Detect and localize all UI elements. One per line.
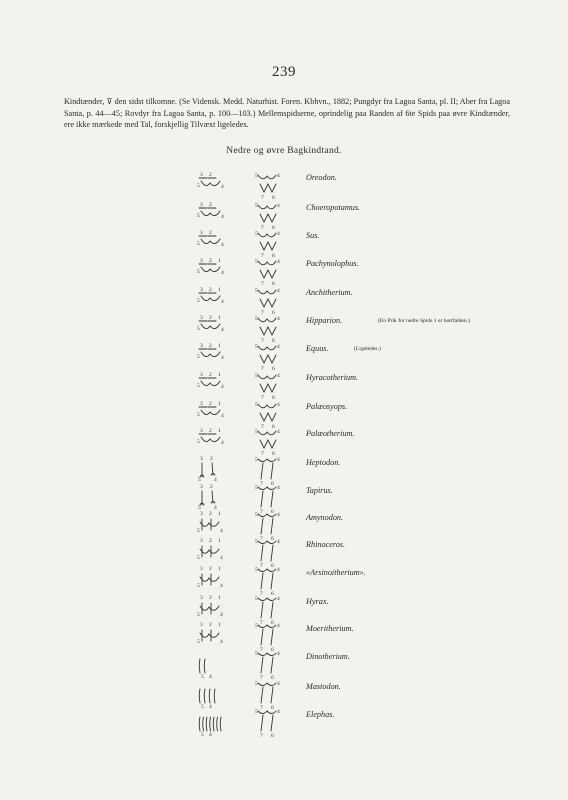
svg-text:6: 6 — [272, 451, 275, 457]
tooth-row — [0, 707, 568, 737]
svg-text:7: 7 — [261, 253, 264, 259]
tooth-row — [0, 621, 568, 651]
svg-text:6: 6 — [271, 733, 274, 739]
svg-text:2: 2 — [209, 343, 212, 349]
svg-text:4: 4 — [277, 457, 280, 463]
svg-text:5: 5 — [255, 203, 258, 209]
svg-text:5: 5 — [255, 173, 258, 179]
svg-text:5: 5 — [255, 539, 258, 545]
svg-text:4: 4 — [277, 681, 280, 687]
svg-text:4: 4 — [277, 651, 280, 657]
tooth-row — [0, 399, 568, 429]
svg-text:3: 3 — [200, 287, 203, 293]
svg-text:4: 4 — [220, 612, 223, 618]
svg-text:1: 1 — [218, 401, 221, 407]
svg-text:4: 4 — [220, 528, 223, 534]
svg-text:4: 4 — [221, 355, 224, 361]
svg-text:6: 6 — [271, 647, 274, 653]
svg-text:3: 3 — [200, 595, 203, 601]
lower-molar-glyph — [196, 426, 240, 458]
svg-text:7: 7 — [261, 424, 264, 430]
svg-text:5: 5 — [255, 344, 258, 350]
svg-text:2: 2 — [209, 287, 212, 293]
svg-text:5: 5 — [255, 316, 258, 322]
svg-text:4: 4 — [277, 203, 280, 209]
svg-text:6: 6 — [271, 675, 274, 681]
intro-paragraph: Kindtænder, ⊽ den sidst tilkomne. (Se Vidensk. Medd. Naturhist. Foren. Kbhvn., 1882; Pungdyr fra Lagoa Santa, pl. II; Aber fra Lagoa Santa, p. 44—45; Rovdyr fra Lagoa Santa, p. 100—103.) Mellemspidserne, oprindelig paa Randen af 6te Spids paa øvre Kindtænder, ere ikke mærkede med Tal, forskjellig Tilvæxt ligeledes. — [64, 97, 510, 130]
svg-text:2: 2 — [209, 258, 212, 264]
svg-text:5: 5 — [197, 439, 200, 445]
lower-molar-glyph — [196, 707, 240, 739]
svg-text:4: 4 — [277, 709, 280, 715]
svg-text:5: 5 — [201, 674, 204, 680]
genus-label: Hyracotherium. — [306, 373, 359, 382]
svg-text:5: 5 — [255, 596, 258, 602]
svg-text:4: 4 — [214, 477, 217, 483]
svg-text:5: 5 — [197, 241, 200, 247]
svg-text:4: 4 — [214, 505, 217, 511]
svg-text:4: 4 — [209, 674, 212, 680]
svg-text:5: 5 — [255, 512, 258, 518]
svg-text:5: 5 — [255, 402, 258, 408]
genus-label: Palæotherium. — [306, 429, 355, 438]
svg-text:1: 1 — [218, 428, 221, 434]
lower-molar-glyph — [196, 565, 240, 597]
svg-text:5: 5 — [197, 555, 200, 561]
svg-text:4: 4 — [221, 214, 224, 220]
svg-text:4: 4 — [277, 259, 280, 265]
genus-label: Palæosyops. — [306, 402, 348, 411]
svg-text:5: 5 — [198, 477, 201, 483]
svg-text:2: 2 — [209, 230, 212, 236]
genus-label: Amynodon. — [306, 513, 344, 522]
upper-molar-glyph — [254, 565, 290, 597]
svg-text:3: 3 — [200, 343, 203, 349]
svg-text:4: 4 — [221, 184, 224, 190]
genus-label: Hyrax. — [306, 597, 329, 606]
genus-label: Anchitherium. — [306, 288, 353, 297]
svg-text:7: 7 — [261, 338, 264, 344]
svg-text:2: 2 — [210, 456, 213, 462]
svg-text:7: 7 — [261, 225, 264, 231]
svg-text:2: 2 — [209, 202, 212, 208]
svg-text:5: 5 — [197, 354, 200, 360]
svg-text:7: 7 — [261, 366, 264, 372]
svg-text:3: 3 — [200, 401, 203, 407]
tooth-row — [0, 228, 568, 258]
svg-text:6: 6 — [272, 253, 275, 259]
svg-text:5: 5 — [197, 528, 200, 534]
section-title: Nedre og øvre Bagkindtand. — [226, 146, 342, 156]
genus-label: Pachynolophus. — [306, 259, 359, 268]
svg-text:4: 4 — [277, 402, 280, 408]
svg-text:2: 2 — [210, 484, 213, 490]
svg-text:4: 4 — [220, 555, 223, 561]
svg-text:5: 5 — [255, 623, 258, 629]
svg-text:2: 2 — [209, 401, 212, 407]
svg-text:7: 7 — [260, 705, 263, 711]
svg-text:7: 7 — [261, 281, 264, 287]
svg-text:1: 1 — [218, 287, 221, 293]
svg-text:4: 4 — [221, 242, 224, 248]
svg-text:4: 4 — [277, 344, 280, 350]
svg-text:7: 7 — [260, 481, 263, 487]
genus-label: Equus. — [306, 344, 329, 353]
svg-text:1: 1 — [218, 538, 221, 544]
svg-text:7: 7 — [260, 675, 263, 681]
svg-text:3: 3 — [200, 456, 203, 462]
svg-text:4: 4 — [221, 270, 224, 276]
svg-text:5: 5 — [197, 213, 200, 219]
svg-text:5: 5 — [197, 639, 200, 645]
svg-text:1: 1 — [218, 511, 221, 517]
svg-text:1: 1 — [218, 315, 221, 321]
svg-text:5: 5 — [197, 412, 200, 418]
svg-text:2: 2 — [209, 172, 212, 178]
svg-text:4: 4 — [277, 173, 280, 179]
svg-text:5: 5 — [255, 485, 258, 491]
svg-text:4: 4 — [221, 384, 224, 390]
svg-text:5: 5 — [197, 183, 200, 189]
svg-text:6: 6 — [271, 705, 274, 711]
genus-label: Tapirus. — [306, 486, 333, 495]
svg-text:5: 5 — [201, 704, 204, 710]
svg-text:5: 5 — [197, 583, 200, 589]
svg-text:7: 7 — [260, 733, 263, 739]
svg-text:7: 7 — [260, 509, 263, 515]
svg-text:6: 6 — [272, 195, 275, 201]
svg-text:5: 5 — [255, 567, 258, 573]
svg-text:6: 6 — [271, 591, 274, 597]
svg-text:2: 2 — [209, 595, 212, 601]
svg-text:4: 4 — [209, 704, 212, 710]
svg-text:2: 2 — [209, 511, 212, 517]
svg-text:7: 7 — [261, 451, 264, 457]
svg-text:4: 4 — [277, 596, 280, 602]
svg-text:3: 3 — [200, 258, 203, 264]
lower-molar-glyph — [196, 649, 240, 681]
svg-text:5: 5 — [255, 231, 258, 237]
svg-text:3: 3 — [200, 566, 203, 572]
svg-text:7: 7 — [261, 310, 264, 316]
svg-text:5: 5 — [197, 383, 200, 389]
svg-text:1: 1 — [218, 258, 221, 264]
svg-text:5: 5 — [255, 457, 258, 463]
svg-text:3: 3 — [200, 622, 203, 628]
svg-text:3: 3 — [200, 230, 203, 236]
svg-text:4: 4 — [221, 413, 224, 419]
svg-text:7: 7 — [260, 591, 263, 597]
svg-text:4: 4 — [221, 327, 224, 333]
svg-text:2: 2 — [209, 538, 212, 544]
svg-text:1: 1 — [218, 622, 221, 628]
genus-note: (Ligeledes.) — [354, 346, 381, 352]
svg-text:5: 5 — [197, 612, 200, 618]
svg-text:3: 3 — [200, 202, 203, 208]
svg-text:5: 5 — [255, 373, 258, 379]
upper-molar-glyph — [254, 256, 290, 288]
svg-text:5: 5 — [255, 651, 258, 657]
genus-label: Hipparion. — [306, 316, 343, 325]
lower-molar-glyph — [196, 341, 240, 373]
tooth-row — [0, 455, 568, 485]
svg-text:6: 6 — [272, 281, 275, 287]
svg-text:5: 5 — [255, 429, 258, 435]
svg-text:6: 6 — [271, 620, 274, 626]
svg-text:2: 2 — [209, 566, 212, 572]
svg-text:5: 5 — [201, 732, 204, 738]
genus-note: (En Prik for nedre Spids 1 er bortfalden.) — [378, 318, 470, 324]
svg-text:3: 3 — [200, 428, 203, 434]
svg-text:3: 3 — [200, 484, 203, 490]
tooth-row — [0, 594, 568, 624]
svg-text:2: 2 — [209, 622, 212, 628]
genus-label: Heptodon. — [306, 458, 341, 467]
svg-text:2: 2 — [209, 315, 212, 321]
svg-text:6: 6 — [272, 366, 275, 372]
svg-text:3: 3 — [200, 315, 203, 321]
svg-text:7: 7 — [260, 620, 263, 626]
svg-text:4: 4 — [277, 231, 280, 237]
svg-text:5: 5 — [197, 269, 200, 275]
lower-molar-glyph — [196, 370, 240, 402]
tooth-row — [0, 483, 568, 513]
svg-text:6: 6 — [271, 509, 274, 515]
svg-text:4: 4 — [220, 639, 223, 645]
upper-molar-glyph — [254, 426, 290, 458]
svg-text:6: 6 — [272, 395, 275, 401]
svg-text:7: 7 — [260, 647, 263, 653]
svg-text:4: 4 — [277, 539, 280, 545]
svg-text:7: 7 — [261, 195, 264, 201]
svg-text:4: 4 — [277, 567, 280, 573]
tooth-row — [0, 537, 568, 567]
tooth-row — [0, 256, 568, 286]
svg-text:4: 4 — [277, 512, 280, 518]
genus-label: Moeritherium. — [306, 624, 354, 633]
svg-text:3: 3 — [200, 538, 203, 544]
lower-molar-glyph — [196, 170, 240, 202]
svg-text:4: 4 — [221, 299, 224, 305]
svg-text:5: 5 — [197, 326, 200, 332]
tooth-row — [0, 170, 568, 200]
svg-text:7: 7 — [261, 395, 264, 401]
svg-text:4: 4 — [220, 583, 223, 589]
svg-text:5: 5 — [255, 709, 258, 715]
upper-molar-glyph — [254, 341, 290, 373]
tooth-row — [0, 370, 568, 400]
svg-text:4: 4 — [277, 288, 280, 294]
genus-label: Oreodon. — [306, 173, 337, 182]
svg-text:3: 3 — [200, 172, 203, 178]
svg-text:5: 5 — [197, 298, 200, 304]
tooth-row — [0, 565, 568, 595]
tooth-row — [0, 313, 568, 343]
svg-text:6: 6 — [272, 424, 275, 430]
svg-text:7: 7 — [260, 536, 263, 542]
upper-molar-glyph — [254, 649, 290, 681]
svg-text:4: 4 — [221, 440, 224, 446]
svg-text:4: 4 — [277, 373, 280, 379]
upper-molar-glyph — [254, 370, 290, 402]
page-number: 239 — [272, 64, 296, 80]
genus-label: Mastodon. — [306, 682, 341, 691]
svg-text:2: 2 — [209, 372, 212, 378]
tooth-row — [0, 679, 568, 709]
svg-text:2: 2 — [209, 428, 212, 434]
svg-text:1: 1 — [218, 372, 221, 378]
svg-text:1: 1 — [218, 343, 221, 349]
lower-molar-glyph — [196, 256, 240, 288]
genus-label: Sus. — [306, 231, 320, 240]
svg-text:3: 3 — [200, 511, 203, 517]
svg-text:6: 6 — [271, 536, 274, 542]
tooth-row — [0, 341, 568, 371]
genus-label: Rhinoceros. — [306, 540, 346, 549]
tooth-row — [0, 426, 568, 456]
svg-text:4: 4 — [277, 623, 280, 629]
svg-text:1: 1 — [218, 566, 221, 572]
upper-molar-glyph — [254, 707, 290, 739]
tooth-row — [0, 285, 568, 315]
genus-label: Elephas. — [306, 710, 335, 719]
tooth-row — [0, 200, 568, 230]
svg-text:4: 4 — [277, 316, 280, 322]
svg-text:6: 6 — [272, 310, 275, 316]
tooth-row — [0, 649, 568, 679]
upper-molar-glyph — [254, 170, 290, 202]
svg-text:6: 6 — [271, 563, 274, 569]
genus-label: «Arsinoitherium». — [306, 568, 366, 577]
svg-text:7: 7 — [260, 563, 263, 569]
svg-text:5: 5 — [255, 288, 258, 294]
genus-label: Choeropotamus. — [306, 203, 361, 212]
svg-text:4: 4 — [277, 429, 280, 435]
svg-text:6: 6 — [272, 338, 275, 344]
svg-text:6: 6 — [271, 481, 274, 487]
tooth-row — [0, 510, 568, 540]
svg-text:5: 5 — [255, 259, 258, 265]
svg-text:6: 6 — [272, 225, 275, 231]
genus-label: Dinotherium. — [306, 652, 350, 661]
svg-text:3: 3 — [200, 372, 203, 378]
svg-text:5: 5 — [255, 681, 258, 687]
svg-text:4: 4 — [277, 485, 280, 491]
svg-text:4: 4 — [209, 732, 212, 738]
svg-text:5: 5 — [198, 505, 201, 511]
svg-text:1: 1 — [218, 595, 221, 601]
